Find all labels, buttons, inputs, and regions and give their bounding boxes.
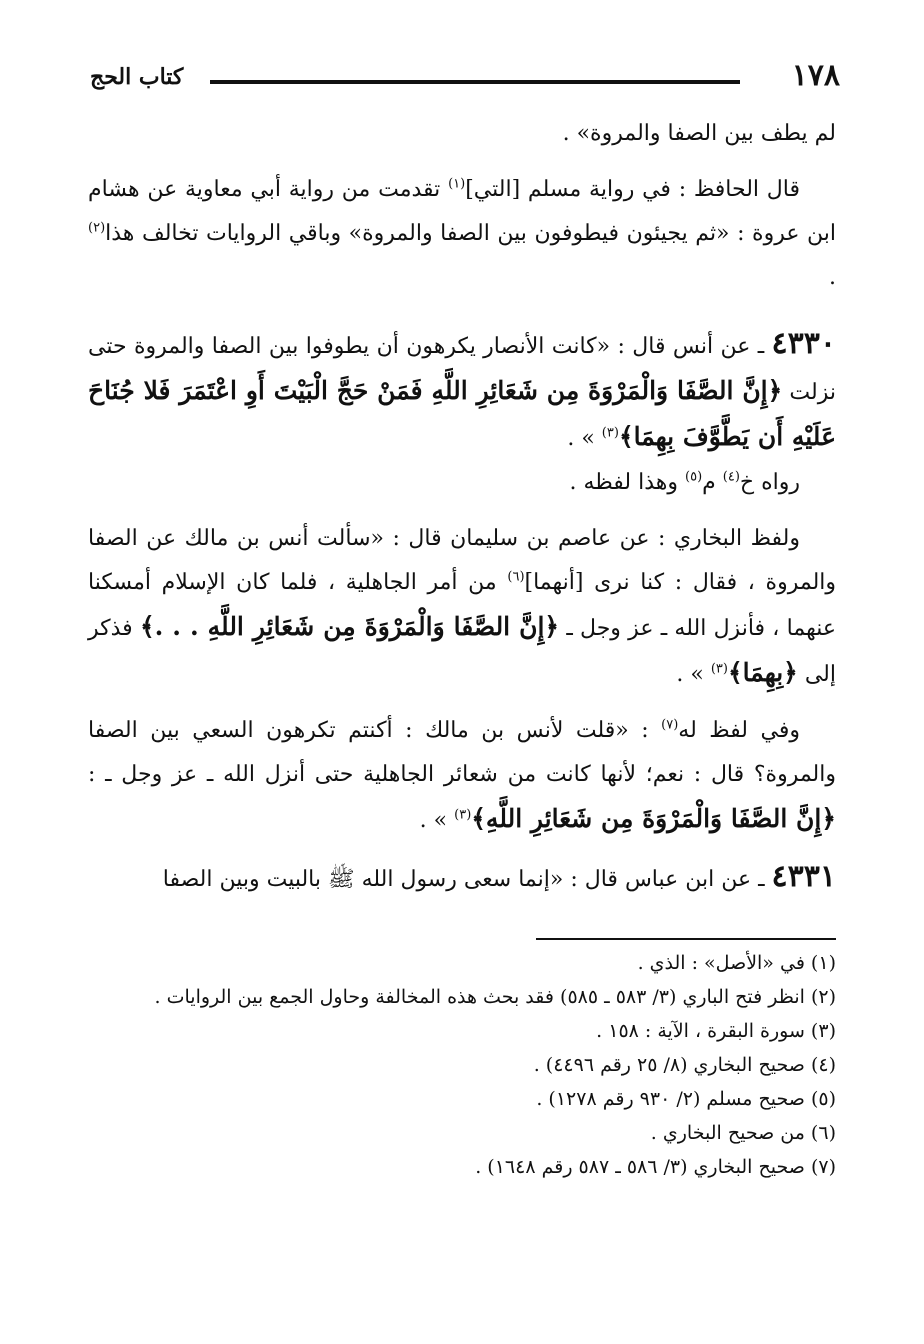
footnote-ref: (٢)	[88, 220, 106, 236]
paragraph-text: .	[829, 265, 836, 290]
paragraph-riwah	[88, 461, 836, 505]
footnote-ref: (٧)	[661, 717, 679, 733]
hadith-number: ٤٣٣١	[771, 859, 836, 894]
footnote-ref: (٣)	[601, 425, 619, 441]
paragraph-text: فذكر إلى	[88, 616, 836, 687]
footnote-item: (٥) صحيح مسلم (٢/ ٩٣٠ رقم ١٢٧٨) .	[536, 1088, 836, 1110]
footnote-ref: (٣)	[710, 661, 728, 677]
hadith-4330	[88, 322, 836, 461]
quran-verse: ﴿إِنَّ الصَّفَا وَالْمَرْوَةَ مِن شَعَائِرِ اللَّهِ . . .﴾	[139, 612, 560, 641]
footnote-ref: (٦)	[507, 569, 525, 585]
footnote-ref: (١)	[448, 176, 466, 192]
page-number: ١٧٨	[791, 58, 840, 93]
paragraph-hafiz	[88, 168, 836, 300]
header-rule	[210, 80, 740, 84]
paragraph-text: تقدمت من رواية أبي معاوية عن هشام ابن عروة : «ثم يجيئون فيطوفون بين الصفا والمروة» وباقي الروايات تخالف هذا	[88, 177, 836, 246]
paragraph-text: » .	[419, 808, 455, 833]
footnote-ref: (٥)	[685, 469, 703, 485]
footnote-ref: (٤)	[722, 469, 740, 485]
paragraph-text: م	[702, 470, 723, 495]
footnote-item: (٤) صحيح البخاري (٨/ ٢٥ رقم ٤٤٩٦) .	[533, 1054, 836, 1076]
footnotes	[88, 946, 836, 1184]
paragraph-text: ولفظ البخاري : عن عاصم بن سليمان قال : «سألت أنس بن مالك عن الصفا والمروة ، فقال : كنا نرى [أنهما]	[88, 526, 837, 595]
footnote-separator	[536, 938, 836, 940]
footnote-item: (٧) صحيح البخاري (٣/ ٥٨٦ ـ ٥٨٧ رقم ١٦٤٨) .	[475, 1156, 836, 1178]
paragraph-text: وهذا لفظه .	[569, 470, 685, 495]
footnote-item: (٦) من صحيح البخاري .	[650, 1122, 836, 1144]
paragraph-bukhari	[88, 517, 836, 697]
quran-verse: ﴿إِنَّ الصَّفَا وَالْمَرْوَةَ مِن شَعَائِرِ اللَّهِ فَمَنْ حَجَّ الْبَيْتَ أَوِ اعْتَمَرَ فَلا جُنَاحَ عَلَيْهِ أَن يَطَّوَّفَ بِهِمَا﴾	[88, 376, 836, 451]
footnote-item: (١) في «الأصل» : الذي .	[637, 952, 836, 974]
paragraph-other-wording	[88, 709, 836, 843]
quran-verse: ﴿إِنَّ الصَّفَا وَالْمَرْوَةَ مِن شَعَائِرِ اللَّهِ﴾	[471, 804, 836, 833]
footnote-item: (٢) انظر فتح الباري (٣/ ٥٨٣ ـ ٥٨٥) فقد بحث هذه المخالفة وحاول الجمع بين الروايات .	[154, 986, 836, 1008]
hadith-4331	[88, 855, 836, 902]
paragraph-text: من أمر الجاهلية ، فلما كان الإسلام أمسكنا عنهما ، فأنزل الله ـ عز وجل ـ	[88, 570, 836, 641]
quran-verse: ﴿بِهِمَا﴾	[727, 658, 798, 687]
paragraph-text: لم يطف بين الصفا والمروة» .	[562, 121, 836, 146]
paragraph-text: : «قلت لأنس بن مالك : أكنتم تكرهون السعي بين الصفا والمروة؟ قال : نعم؛ لأنها كانت من شعائر الجاهلية حتى أنزل الله ـ عز وجل ـ :	[88, 718, 836, 787]
book-title: كتاب الحج	[90, 64, 184, 90]
hadith-text: ـ عن ابن عباس قال : «إنما سعى رسول الله ﷺ بالبيت وبين الصفا	[162, 867, 772, 892]
paragraph-text: قال الحافظ : في رواية مسلم [التي]	[465, 177, 801, 202]
footnote-ref: (٣)	[454, 807, 472, 823]
paragraph-text: » .	[676, 662, 711, 687]
hadith-text: » .	[567, 426, 602, 451]
footnote-item: (٣) سورة البقرة ، الآية : ١٥٨ .	[596, 1020, 836, 1042]
paragraph-continuation	[88, 112, 836, 156]
hadith-number: ٤٣٣٠	[771, 326, 836, 361]
main-text	[88, 112, 836, 902]
paragraph-text: وفي لفظ له	[678, 718, 800, 743]
paragraph-text: رواه خ	[739, 470, 800, 495]
page-header	[90, 58, 840, 98]
hadith-text: ـ عن أنس قال : «كانت الأنصار يكرهون أن يطوفوا بين الصفا والمروة حتى نزلت	[88, 334, 836, 405]
